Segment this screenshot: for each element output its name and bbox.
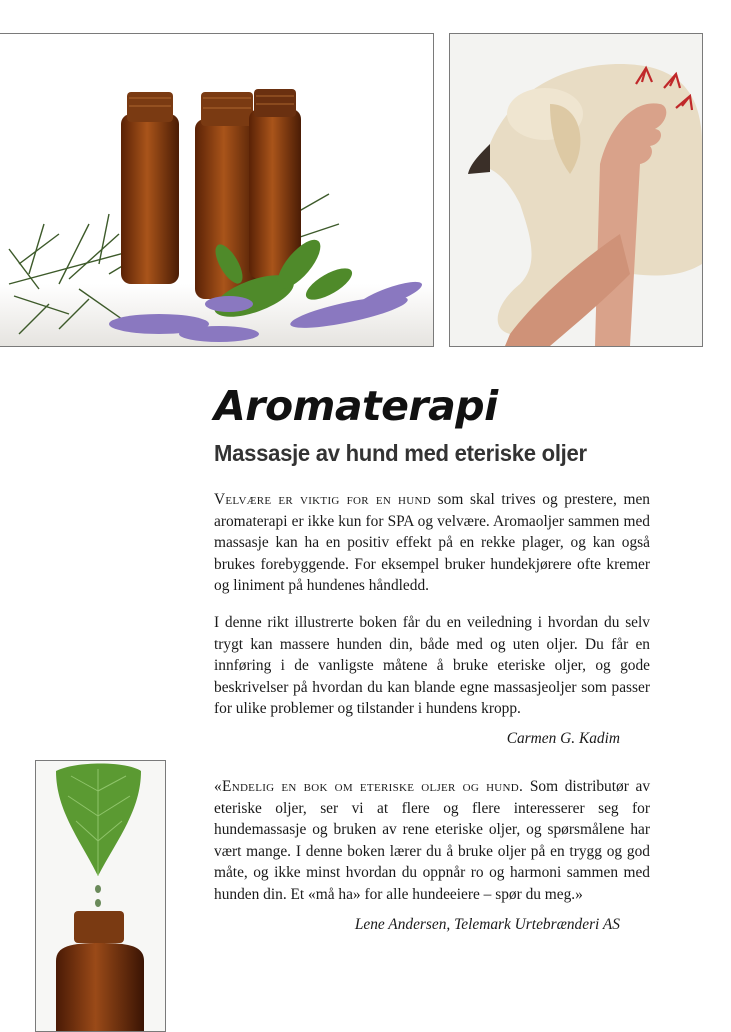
- intro-text: som skal trives og prestere, men aromaterapi er ikke kun for SPA og velvære. Aromaoljer sammen med massasje kan ha en positiv effekt på en rekke plager, og kan også brukes forebyggende. For eksempel bruker hundekjørere ofte kremer og liniment på hundenes håndledd.: [214, 491, 650, 595]
- quote-attribution: Lene Andersen, Telemark Urtebrænderi AS: [354, 916, 620, 933]
- essential-oils-photo: [0, 33, 434, 347]
- intro-paragraph: [214, 489, 650, 597]
- description-paragraph: I denne rikt illustrerte boken får du en veiledning i hvordan du selv trygt kan massere hunden din, både med og uten oljer. Du får en innføring i de vanligste måtene å bruke eteriske oljer, og gode beskrivelser på hvordan du kan blande egne massasjeoljer som passer for ulike problemer og tilstander i hundens kropp.: [214, 614, 650, 718]
- testimonial-quote: [214, 776, 650, 906]
- intro-lead: Velvære er viktig for en hund: [214, 491, 432, 508]
- leaf-drop-bottle-photo: [35, 760, 166, 1032]
- book-title: Aromaterapi: [214, 382, 498, 430]
- quote-lead: «Endelig en bok om eteriske oljer og hund.: [214, 778, 524, 795]
- author-signature: Carmen G. Kadim: [506, 730, 620, 747]
- oil-bottles: [121, 89, 301, 299]
- dog-massage-photo: [449, 33, 703, 347]
- quote-text: Som distributør av eteriske oljer, ser vi at flere og flere interesserer seg for hundemassasje og bruken av rene eteriske oljer, og spørsmålene har vært mange. I denne boken lærer du å bruke oljer på en trygg og god måte, og ikke minst hvordan du oppnår ro og harmoni sammen med hunden din. Et «må ha» for alle hundeeiere – spør du meg.»: [214, 778, 651, 903]
- book-subtitle: Massasje av hund med eteriske oljer: [214, 440, 587, 466]
